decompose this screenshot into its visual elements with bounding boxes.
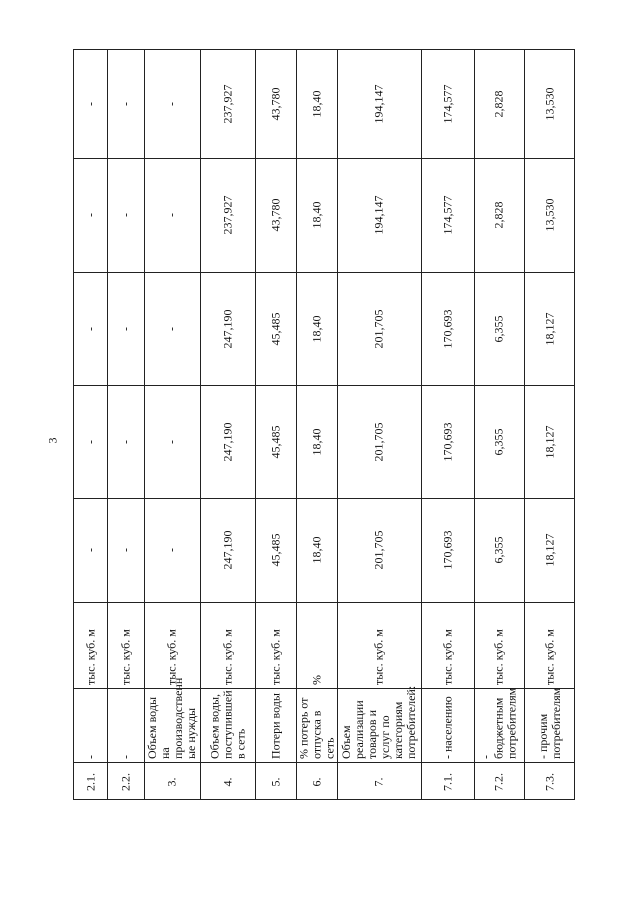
table-cell-name (144, 677, 200, 762)
table-cell-v4 (474, 158, 524, 272)
table-cell-name (107, 688, 144, 762)
cell-text-num: 3. (164, 777, 179, 786)
cell-text-v1: - (118, 548, 132, 552)
table-cell-v2 (337, 385, 421, 498)
cell-text-unit: тыс. куб. м (83, 629, 97, 685)
table-cell-unit (200, 602, 255, 688)
table-cell-v3 (255, 272, 296, 385)
cell-text-v4: - (83, 213, 97, 217)
table-cell-unit (474, 602, 524, 688)
cell-text-v4: - (118, 213, 132, 217)
cell-text-unit: тыс. куб. м (268, 629, 282, 685)
cell-text-v3: 170,693 (440, 309, 454, 348)
table-cell-name (296, 688, 337, 762)
cell-text-v4: - (164, 213, 179, 217)
table-cell-v3 (337, 272, 421, 385)
cell-text-v3: 201,705 (371, 309, 386, 348)
cell-text-v2: 201,705 (371, 422, 386, 461)
table-cell-unit (421, 602, 474, 688)
table-cell-v2 (524, 385, 576, 498)
table-cell-v5 (524, 50, 576, 158)
cell-text-name: Объем реализации товаров и услуг по категориям потребителей: (339, 685, 418, 759)
table-cell-v4 (144, 158, 200, 272)
cell-text-v1: 18,127 (542, 533, 557, 567)
table-cell-v1 (255, 498, 296, 602)
cell-text-v2: 45,485 (268, 425, 282, 458)
data-table (73, 49, 575, 800)
table-cell-v5 (74, 50, 107, 158)
table-cell-v1 (107, 498, 144, 602)
cell-text-num: 7. (371, 777, 386, 786)
cell-text-name: - (83, 755, 97, 759)
table-cell-num (296, 762, 337, 801)
table-cell-v3 (474, 272, 524, 385)
cell-text-unit: тыс. куб. м (220, 629, 234, 685)
cell-text-v3: - (83, 326, 97, 331)
table-cell-unit (144, 602, 200, 688)
table-cell-v2 (144, 385, 200, 498)
cell-text-name: - прочим потребителям (536, 687, 563, 759)
cell-text-num: 2.2. (118, 772, 132, 791)
table-cell-num (474, 762, 524, 801)
table-cell-unit (255, 602, 296, 688)
table-cell-num (200, 762, 255, 801)
table-cell-v1 (296, 498, 337, 602)
table-cell-v2 (474, 385, 524, 498)
cell-text-v2: 170,693 (440, 422, 454, 461)
table-cell-num (421, 762, 474, 801)
table-cell-v2 (200, 385, 255, 498)
cell-text-v2: 6,355 (491, 428, 506, 455)
cell-text-v1: 6,355 (491, 536, 506, 564)
table-cell-v2 (421, 385, 474, 498)
table-cell-unit (296, 602, 337, 688)
table-cell-num (107, 762, 144, 801)
table-cell-v4 (74, 158, 107, 272)
cell-text-unit: тыс. куб. м (118, 629, 132, 685)
table-cell-v5 (255, 50, 296, 158)
cell-text-v3: - (164, 326, 179, 331)
cell-text-unit: тыс. куб. м (440, 629, 454, 685)
table-cell-v3 (421, 272, 474, 385)
cell-text-num: 5. (268, 777, 282, 786)
cell-text-v5: 18,40 (309, 90, 323, 118)
cell-text-name: Потери воды (268, 693, 282, 759)
table-cell-v3 (107, 272, 144, 385)
cell-text-unit: % (309, 675, 323, 685)
cell-text-v4: 43,780 (268, 198, 282, 232)
cell-text-v2: 247,190 (220, 422, 234, 461)
table-cell-v4 (107, 158, 144, 272)
table-cell-name (474, 688, 524, 762)
cell-text-v2: - (83, 439, 97, 444)
cell-text-v5: 43,780 (268, 87, 282, 121)
cell-text-v4: 2,828 (491, 201, 506, 229)
cell-text-v3: 6,355 (491, 315, 506, 342)
cell-text-v3: 247,190 (220, 309, 234, 348)
cell-text-v1: 247,190 (220, 530, 234, 570)
cell-text-v3: 18,40 (309, 315, 323, 342)
cell-text-v1: 18,40 (309, 536, 323, 564)
cell-text-num: 7.1. (440, 772, 454, 791)
table-cell-v5 (107, 50, 144, 158)
cell-text-v3: 45,485 (268, 312, 282, 345)
cell-text-v1: - (83, 548, 97, 552)
cell-text-v4: 13,530 (542, 198, 557, 232)
table-cell-v5 (296, 50, 337, 158)
table-cell-unit (524, 602, 576, 688)
cell-text-v2: 18,40 (309, 428, 323, 455)
table-cell-v3 (144, 272, 200, 385)
table-cell-name (337, 685, 421, 762)
cell-text-v4: 194,147 (371, 195, 386, 235)
cell-text-v1: 170,693 (440, 530, 454, 570)
table-cell-v4 (296, 158, 337, 272)
table-cell-v1 (144, 498, 200, 602)
cell-text-v5: 174,577 (440, 84, 454, 124)
table-cell-name (524, 688, 576, 762)
table-cell-v4 (421, 158, 474, 272)
table-cell-v4 (524, 158, 576, 272)
cell-text-v2: 18,127 (542, 425, 557, 458)
cell-text-v1: 201,705 (371, 530, 386, 570)
table-cell-v1 (337, 498, 421, 602)
table-cell-unit (337, 602, 421, 688)
table-cell-v3 (74, 272, 107, 385)
cell-text-name: % потерь от отпуска в сеть (296, 697, 336, 759)
cell-text-num: 6. (309, 777, 323, 786)
cell-text-unit: тыс. куб. м (542, 629, 557, 685)
table-cell-num (255, 762, 296, 801)
cell-text-v5: 194,147 (371, 84, 386, 124)
table-cell-unit (74, 602, 107, 688)
cell-text-name: - (118, 755, 132, 759)
table-cell-name (200, 688, 255, 762)
table-cell-num (74, 762, 107, 801)
table-cell-name (421, 688, 474, 762)
table-cell-v1 (200, 498, 255, 602)
cell-text-name: Объем воды, поступившей в сеть (207, 690, 247, 759)
table-cell-v5 (200, 50, 255, 158)
table-cell-name (74, 688, 107, 762)
cell-text-v2: - (118, 439, 132, 444)
cell-text-v3: - (118, 326, 132, 331)
table-cell-v3 (524, 272, 576, 385)
cell-text-v4: 18,40 (309, 201, 323, 229)
table-cell-v2 (296, 385, 337, 498)
cell-text-name: Объем воды на производственн ые нужды (145, 677, 198, 759)
table-cell-v5 (337, 50, 421, 158)
table-cell-v5 (144, 50, 200, 158)
table-cell-name (255, 688, 296, 762)
table-cell-num (144, 762, 200, 801)
cell-text-num: 4. (220, 777, 234, 786)
cell-text-v5: - (83, 102, 97, 106)
table-cell-v5 (421, 50, 474, 158)
table-cell-v2 (107, 385, 144, 498)
cell-text-v5: 237,927 (220, 84, 234, 124)
cell-text-v3: 18,127 (542, 312, 557, 345)
table-cell-v1 (74, 498, 107, 602)
cell-text-v4: 174,577 (440, 195, 454, 235)
table-cell-v3 (200, 272, 255, 385)
cell-text-v5: 2,828 (491, 90, 506, 118)
table-cell-v4 (255, 158, 296, 272)
table-cell-v1 (474, 498, 524, 602)
cell-text-num: 7.2. (491, 772, 506, 791)
page-number: 3 (45, 437, 60, 444)
table-cell-unit (107, 602, 144, 688)
table-cell-num (524, 762, 576, 801)
cell-text-v1: - (164, 548, 179, 552)
cell-text-name: - населению (440, 696, 454, 759)
cell-text-unit: тыс. куб. м (371, 629, 386, 685)
cell-text-v5: 13,530 (542, 87, 557, 121)
cell-text-v1: 45,485 (268, 533, 282, 567)
table-cell-v1 (421, 498, 474, 602)
table-cell-v3 (296, 272, 337, 385)
cell-text-v5: - (118, 102, 132, 106)
cell-text-v4: 237,927 (220, 195, 234, 235)
table-cell-v1 (524, 498, 576, 602)
table-cell-v4 (200, 158, 255, 272)
table-cell-num (337, 762, 421, 801)
cell-text-v5: - (164, 102, 179, 106)
table-cell-v4 (337, 158, 421, 272)
table-cell-v2 (74, 385, 107, 498)
cell-text-num: 2.1. (83, 772, 97, 791)
cell-text-v2: - (164, 439, 179, 444)
cell-text-unit: тыс. куб. м (491, 629, 506, 685)
cell-text-unit: тыс. куб. м (164, 629, 179, 685)
table-cell-v5 (474, 50, 524, 158)
cell-text-name: - бюджетным потребителям (478, 687, 519, 759)
cell-text-num: 7.3. (542, 772, 557, 791)
table-cell-v2 (255, 385, 296, 498)
